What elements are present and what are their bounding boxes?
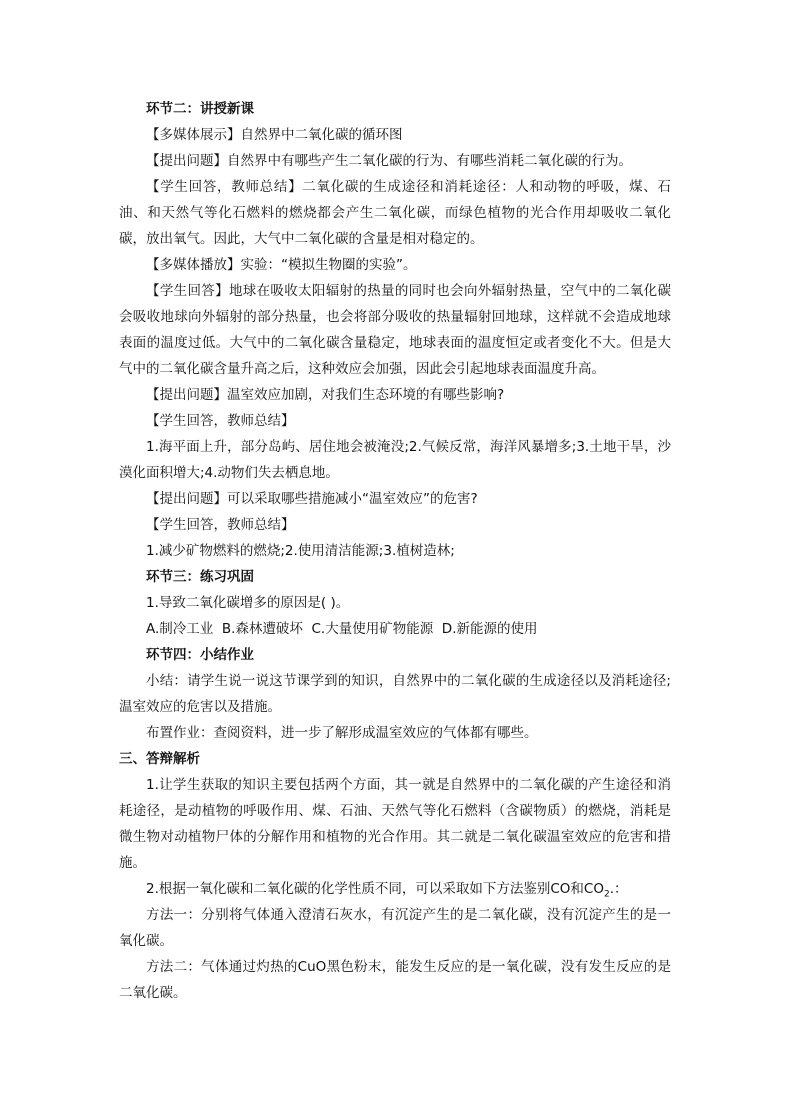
paragraph-measures-list: 1.减少矿物燃料的燃烧;2.使用清洁能源;3.植树造林;	[146, 543, 455, 559]
section-heading-4: 环节四：小结作业	[146, 647, 254, 663]
paragraph-effects-list: 1.海平面上升，部分岛屿、居住地会被淹没;2.气候反常，海洋风暴增多;3.土地干旱，沙漠化面积增大;4.动物们失去栖息地。	[119, 439, 671, 481]
defense-2-text: 2.根据一氧化碳和二氧化碳的化学性质不同，可以采取如下方法鉴别CO和CO	[146, 881, 604, 897]
section-heading-3: 环节三：练习巩固	[146, 569, 254, 585]
paragraph-answer-label-3: 【学生回答，教师总结】	[146, 517, 295, 533]
paragraph-multimedia-play: 【多媒体播放】实验：“模拟生物圈的实验”。	[146, 257, 417, 273]
paragraph-homework: 布置作业：查阅资料，进一步了解形成温室效应的气体都有哪些。	[146, 725, 538, 741]
paragraph-question-1: 【提出问题】自然界中有哪些产生二氧化碳的行为、有哪些消耗二氧化碳的行为。	[146, 153, 632, 169]
paragraph-question-3: 【提出问题】可以采取哪些措施减小“温室效应”的危害?	[146, 491, 478, 507]
paragraph-defense-2	[119, 876, 671, 902]
section-heading-defense: 三、答辩解析	[119, 751, 200, 767]
defense-2-end: .：	[609, 881, 628, 897]
paragraph-student-answer: 【学生回答】地球在吸收太阳辐射的热量的同时也会向外辐射热量，空气中的二氧化碳会吸收地球向外辐射的部分热量，也会将部分吸收的热量辐射回地球，这样就不会造成地球表面的温度过低。大气中的二氧化碳含量稳定，地球表面的温度恒定或者变化不大。但是大气中的二氧化碳含量升高之后，这种效应会加强，因此会引起地球表面温度升高。	[119, 283, 671, 377]
paragraph-method-2: 方法二：气体通过灼热的CuO黑色粉末，能发生反应的是一氧化碳，没有发生反应的是二氧化碳。	[119, 959, 671, 1001]
paragraph-exercise-options: A.制冷工业 B.森林遭破坏 C.大量使用矿物能源 D.新能源的使用	[146, 621, 538, 637]
paragraph-answer-label-2: 【学生回答，教师总结】	[146, 413, 295, 429]
document-body	[119, 96, 671, 1006]
paragraph-defense-1: 1.让学生获取的知识主要包括两个方面，其一就是自然界中的二氧化碳的产生途径和消耗途径，是动植物的呼吸作用、煤、石油、天然气等化石燃料（含碳物质）的燃烧，消耗是微生物对动植物尸体的分解作用和植物的光合作用。其二就是二氧化碳温室效应的危害和措施。	[119, 777, 671, 871]
section-heading-2: 环节二：讲授新课	[146, 101, 254, 117]
defense-2-subscript: 2	[603, 889, 610, 900]
paragraph-multimedia-display: 【多媒体展示】自然界中二氧化碳的循环图	[146, 127, 403, 143]
paragraph-question-2: 【提出问题】温室效应加剧，对我们生态环境的有哪些影响?	[146, 387, 505, 403]
paragraph-exercise-question: 1.导致二氧化碳增多的原因是( )。	[146, 595, 350, 611]
paragraph-summary: 小结：请学生说一说这节课学到的知识，自然界中的二氧化碳的生成途径以及消耗途径;温室效应的危害以及措施。	[119, 673, 671, 715]
paragraph-answer-1: 【学生回答，教师总结】二氧化碳的生成途径和消耗途径：人和动物的呼吸，煤、石油、和天然气等化石燃料的燃烧都会产生二氧化碳，而绿色植物的光合作用却吸收二氧化碳，放出氧气。因此，大气中二氧化碳的含量是相对稳定的。	[119, 179, 671, 247]
paragraph-method-1: 方法一：分别将气体通入澄清石灰水，有沉淀产生的是二氧化碳，没有沉淀产生的是一氧化碳。	[119, 907, 671, 949]
